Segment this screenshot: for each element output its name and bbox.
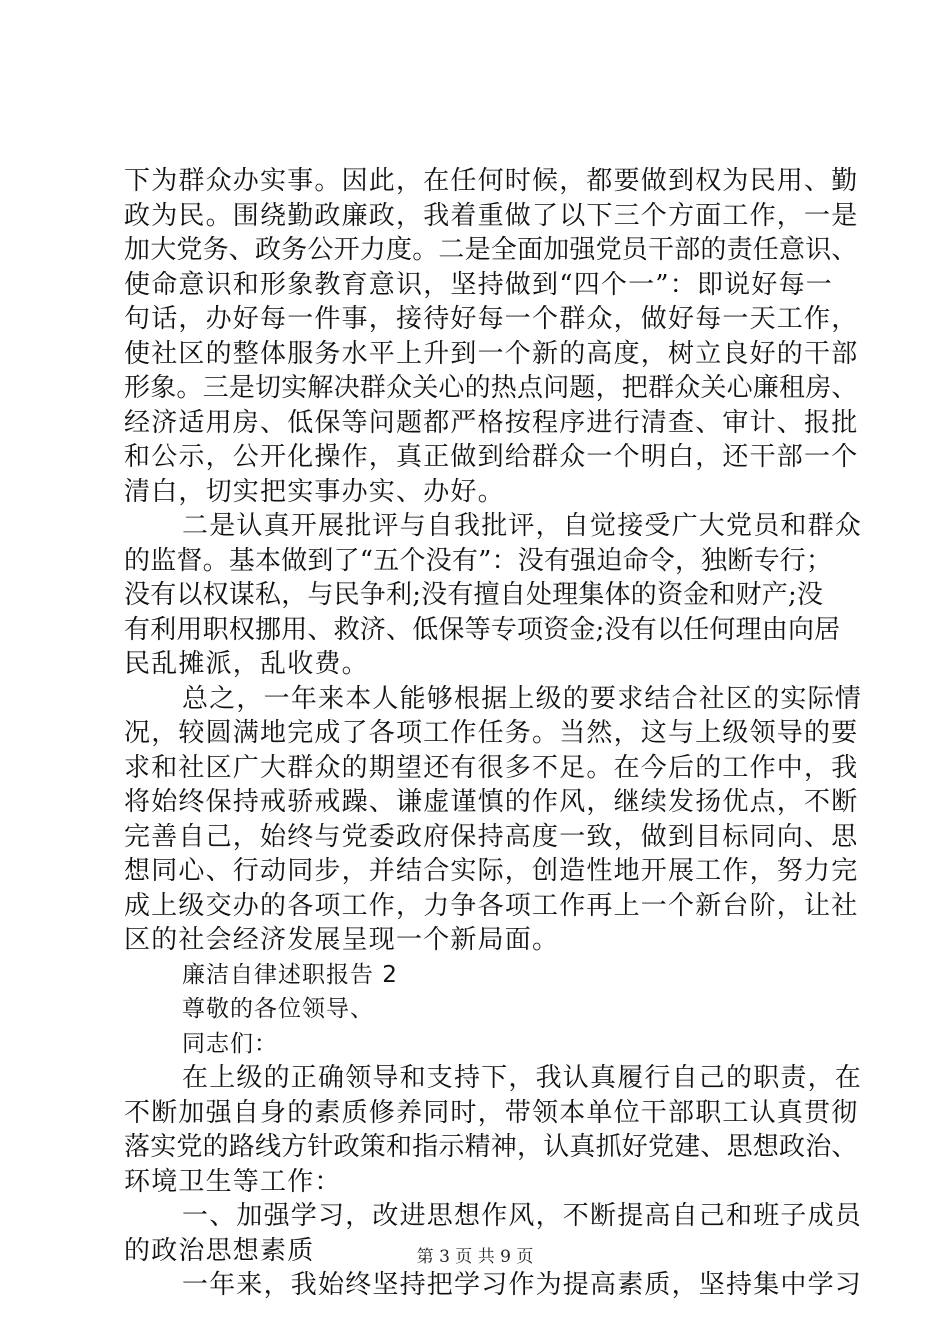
text-line: 使社区的整体服务水平上升到一个新的高度，树立良好的干部 (124, 338, 859, 369)
section-heading-line: 廉洁自律述职报告 2 (182, 961, 398, 988)
text-line: 加大党务、政务公开力度。二是全面加强党员干部的责任意识、 (124, 235, 858, 265)
text-line: 政为民。围绕勤政廉政，我着重做了以下三个方面工作，一是 (124, 200, 859, 231)
text-line: 环境卫生等工作： (124, 1166, 342, 1197)
document-body (124, 164, 863, 1303)
text-line: 没有以权谋私，与民争利;没有擅自处理集体的资金和财产;没 (124, 580, 824, 610)
text-line: 的政治思想素质 (124, 1235, 315, 1266)
text-line: 句话，办好每一件事，接待好每一个群众，做好每一天工作， (124, 304, 859, 334)
text-line: 总之，一年来本人能够根据上级的要求结合社区的实际情 (182, 683, 863, 714)
text-line: 将始终保持戒骄戒躁、谦虚谨慎的作风，继续发扬优点，不断 (124, 787, 859, 817)
text-line: 成上级交办的各项工作，力争各项工作再上一个新台阶，让社 (124, 890, 859, 921)
text-line: 况，较圆满地完成了各项工作任务。当然，这与上级领导的要 (124, 718, 859, 748)
text-line: 清白，切实把实事办实、办好。 (124, 476, 505, 507)
section-heading-line: 尊敬的各位领导、 (182, 996, 374, 1022)
text-line: 一年来，我始终坚持把学习作为提高素质，坚持集中学习 (182, 1270, 863, 1300)
text-line: 经济适用房、低保等问题都严格按程序进行清查、审计、报批 (124, 407, 859, 438)
text-line: 形象。三是切实解决群众关心的热点问题，把群众关心廉租房、 (124, 373, 858, 403)
text-line: 区的社会经济发展呈现一个新局面。 (124, 925, 560, 955)
text-line: 落实党的路线方针政策和指示精神，认真抓好党建、思想政治、 (124, 1132, 858, 1162)
text-line: 下为群众办实事。因此，在任何时候，都要做到权为民用、勤 (124, 166, 859, 196)
page-footer: 第 3 页 共 9 页 (416, 1247, 534, 1267)
text-line: 和公示，公开化操作，真正做到给群众一个明白，还干部一个 (124, 442, 859, 472)
text-line: 一、加强学习，改进思想作风，不断提高自己和班子成员 (182, 1201, 863, 1231)
text-line: 的监督。基本做到了“五个没有”：没有强迫命令，独断专行； (124, 545, 833, 576)
text-line: 完善自己，始终与党委政府保持高度一致，做到目标同向、思 (124, 821, 859, 852)
text-line: 民乱摊派，乱收费。 (124, 649, 369, 679)
text-line: 二是认真开展批评与自我批评，自觉接受广大党员和群众 (182, 511, 863, 541)
text-line: 求和社区广大群众的期望还有很多不足。在今后的工作中，我 (124, 752, 859, 783)
text-line: 在上级的正确领导和支持下，我认真履行自己的职责，在 (182, 1063, 863, 1093)
text-line: 使命意识和形象教育意识，坚持做到“四个一”：即说好每一 (124, 269, 833, 300)
text-line: 想同心、行动同步，并结合实际，创造性地开展工作，努力完 (124, 856, 859, 886)
text-line: 不断加强自身的素质修养同时，带领本单位干部职工认真贯彻 (124, 1097, 859, 1128)
section-heading-line: 同志们： (182, 1030, 278, 1057)
text-line: 有利用职权挪用、救济、低保等专项资金;没有以任何理由向居 (124, 614, 841, 645)
